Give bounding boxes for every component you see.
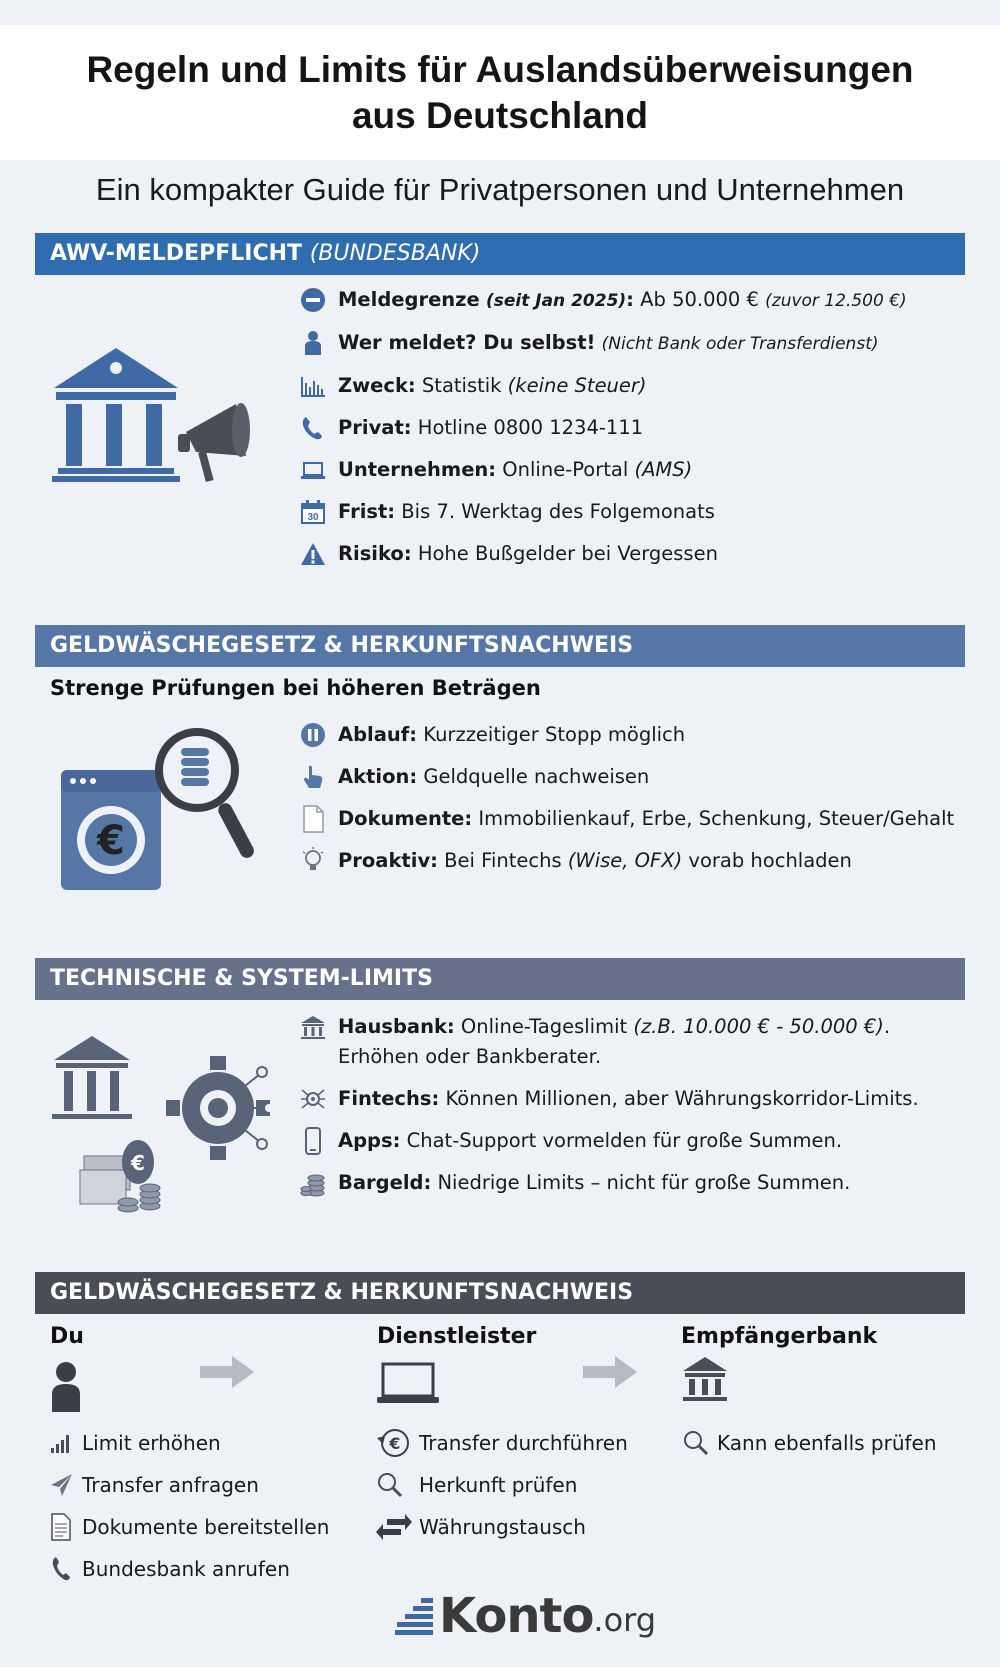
svg-text:€: € xyxy=(131,1151,145,1175)
list-item xyxy=(300,846,960,876)
item-italic: (z.B. 10.000 € - 50.000 €) xyxy=(633,1015,884,1038)
list-item xyxy=(300,497,960,527)
item-text: Hohe Bußgelder bei Vergessen xyxy=(411,542,718,565)
flow-item-text: Transfer anfragen xyxy=(82,1473,259,1497)
item-text: Online-Portal xyxy=(496,458,635,481)
list-item xyxy=(300,1126,960,1156)
section-title-tech: TECHNISCHE & SYSTEM-LIMITS xyxy=(50,966,433,991)
konto-org-logo xyxy=(395,1590,656,1642)
title-box xyxy=(0,25,1000,160)
item-text: Bei Fintechs xyxy=(437,849,568,872)
list-item xyxy=(300,413,960,443)
flow-item-text: Herkunft prüfen xyxy=(419,1473,578,1497)
item-text-2: vorab hochladen xyxy=(682,849,852,872)
lightbulb-icon xyxy=(300,846,338,876)
bank-icon xyxy=(681,1355,731,1403)
column-title-du: Du xyxy=(50,1324,84,1349)
list-item xyxy=(50,1512,329,1542)
gwg-lead: Strenge Prüfungen bei höheren Beträgen xyxy=(50,676,541,700)
bank-icon xyxy=(52,348,180,482)
item-text: Geldquelle nachweisen xyxy=(417,765,650,788)
megaphone-icon xyxy=(178,403,250,482)
section-header-gwg xyxy=(35,625,965,667)
list-item xyxy=(300,539,960,569)
list-item xyxy=(300,1012,960,1072)
item-text: Immobilienkauf, Erbe, Schenkung, Steuer/Gehalt xyxy=(472,807,955,830)
document-icon xyxy=(50,1512,82,1542)
item-label: Risiko: xyxy=(338,542,412,565)
flow-item-text: Kann ebenfalls prüfen xyxy=(717,1431,937,1455)
section-header-awv xyxy=(35,233,965,275)
list-item xyxy=(681,1428,937,1458)
flow-item-text: Bundesbank anrufen xyxy=(82,1557,290,1581)
item-italic: (Nicht Bank oder Transferdienst) xyxy=(601,334,879,354)
list-item xyxy=(50,1554,290,1584)
item-label: Fintechs: xyxy=(338,1087,440,1110)
item-label: Proaktiv: xyxy=(338,849,438,872)
item-italic: (keine Steuer) xyxy=(507,374,647,397)
item-text-2: . Erhöhen oder Bankberater. xyxy=(338,1015,891,1068)
section-header-flow xyxy=(35,1272,965,1314)
section-subtitle-awv: (BUNDESBANK) xyxy=(309,241,481,266)
warning-icon xyxy=(300,539,338,569)
list-item xyxy=(300,328,960,359)
item-label: Frist: xyxy=(338,500,396,523)
person-icon xyxy=(50,1360,86,1412)
list-item xyxy=(300,371,960,401)
pause-icon xyxy=(300,720,338,750)
item-italic: (Wise, OFX) xyxy=(567,849,683,872)
euro-cycle-icon xyxy=(375,1428,419,1458)
magnifier-icon xyxy=(159,732,255,860)
coins-icon xyxy=(300,1168,338,1198)
item-text: Kurzzeitiger Stopp möglich xyxy=(417,723,686,746)
washing-machine-magnifier-illustration xyxy=(55,720,255,895)
item-label: Apps: xyxy=(338,1129,401,1152)
document-icon xyxy=(300,804,338,834)
arrow-right-icon xyxy=(200,1356,256,1388)
list-item xyxy=(50,1470,259,1500)
list-item xyxy=(375,1512,586,1542)
page-title-line-2: aus Deutschland xyxy=(351,94,649,136)
item-text: Hotline 0800 1234-111 xyxy=(411,416,644,439)
flow-item-text: Währungstausch xyxy=(419,1515,586,1539)
list-item xyxy=(50,1428,221,1458)
paper-plane-icon xyxy=(50,1470,82,1500)
column-title-dienstleister: Dienstleister xyxy=(377,1324,537,1349)
laptop-icon xyxy=(300,455,338,485)
phone-icon xyxy=(50,1554,82,1584)
bar-chart-icon xyxy=(300,371,338,401)
list-item xyxy=(375,1428,628,1458)
list-item xyxy=(300,762,960,792)
exchange-arrows-icon xyxy=(375,1512,419,1542)
flow-item-text: Transfer durchführen xyxy=(419,1431,628,1455)
minus-circle-icon xyxy=(300,285,338,315)
item-italic: (AMS) xyxy=(634,458,693,481)
item-label: Privat: xyxy=(338,416,412,439)
person-icon xyxy=(300,328,338,358)
item-label: Zweck: xyxy=(338,374,416,397)
bank-icon xyxy=(52,1036,132,1119)
list-item xyxy=(300,285,960,316)
money-coins-icon xyxy=(80,1140,160,1212)
page-subtitle: Ein kompakter Guide für Privatpersonen und Unternehmen xyxy=(95,172,905,207)
item-text: Online-Tageslimit xyxy=(454,1015,634,1038)
item-label: Wer meldet? Du selbst! xyxy=(338,331,596,354)
section-header-tech xyxy=(35,958,965,1000)
svg-text:€: € xyxy=(97,818,125,864)
laptop-icon xyxy=(377,1362,441,1404)
bank-icon xyxy=(300,1012,338,1042)
signal-bars-icon xyxy=(50,1428,82,1458)
section-title-awv: AWV-MELDEPFLICHT xyxy=(50,241,303,266)
item-label: Hausbank: xyxy=(338,1015,455,1038)
list-item xyxy=(300,455,960,485)
list-item xyxy=(300,1084,960,1114)
item-label-italic: (seit Jan 2025) xyxy=(485,291,627,311)
item-italic: (zuvor 12.500 €) xyxy=(765,291,907,311)
item-text: Chat-Support vormelden für große Summen. xyxy=(400,1129,843,1152)
logo-main: Konto xyxy=(439,1588,594,1644)
item-label: Dokumente: xyxy=(338,807,473,830)
svg-text:€: € xyxy=(389,1434,401,1453)
logo-mark-icon xyxy=(395,1594,435,1638)
item-text: Bis 7. Werktag des Folgemonats xyxy=(395,500,715,523)
item-colon: : xyxy=(626,288,634,311)
tech-list xyxy=(300,1012,960,1198)
calendar-day: 30 xyxy=(307,512,319,523)
item-label: Ablauf: xyxy=(338,723,418,746)
smartphone-icon xyxy=(300,1126,338,1156)
section-title-flow: GELDWÄSCHEGESETZ & HERKUNFTSNACHWEIS xyxy=(50,1280,634,1305)
network-gear-icon xyxy=(300,1084,338,1114)
washing-machine-icon xyxy=(61,770,161,890)
bank-megaphone-illustration xyxy=(48,340,263,490)
section-title-gwg: GELDWÄSCHEGESETZ & HERKUNFTSNACHWEIS xyxy=(50,633,634,658)
flow-item-text: Limit erhöhen xyxy=(82,1431,221,1455)
list-item xyxy=(375,1470,577,1500)
tech-illustration xyxy=(50,1030,270,1220)
logo-suffix: .org xyxy=(593,1601,657,1639)
item-text: Statistik xyxy=(415,374,508,397)
phone-icon xyxy=(300,413,338,443)
item-label: Unternehmen: xyxy=(338,458,497,481)
pointer-hand-icon xyxy=(300,762,338,792)
gwg-list xyxy=(300,720,960,876)
awv-list xyxy=(300,285,960,569)
magnifier-icon xyxy=(375,1470,419,1500)
list-item xyxy=(300,720,960,750)
item-label: Meldegrenze xyxy=(338,288,480,311)
column-title-empfaengerbank: Empfängerbank xyxy=(681,1324,878,1349)
item-label: Aktion: xyxy=(338,765,418,788)
item-text: Niedrige Limits – nicht für große Summen. xyxy=(431,1171,851,1194)
item-label: Bargeld: xyxy=(338,1171,432,1194)
item-text: Ab 50.000 € xyxy=(633,288,766,311)
calendar-icon xyxy=(300,497,338,527)
item-text: Können Millionen, aber Währungskorridor-Limits. xyxy=(439,1087,919,1110)
list-item xyxy=(300,1168,960,1198)
arrow-right-icon xyxy=(583,1356,639,1388)
magnifier-icon xyxy=(681,1428,717,1458)
page-title-line-1: Regeln und Limits für Auslandsüberweisungen xyxy=(86,48,914,90)
flow-item-text: Dokumente bereitstellen xyxy=(82,1515,330,1539)
network-gear-icon xyxy=(166,1056,270,1160)
list-item xyxy=(300,804,960,834)
